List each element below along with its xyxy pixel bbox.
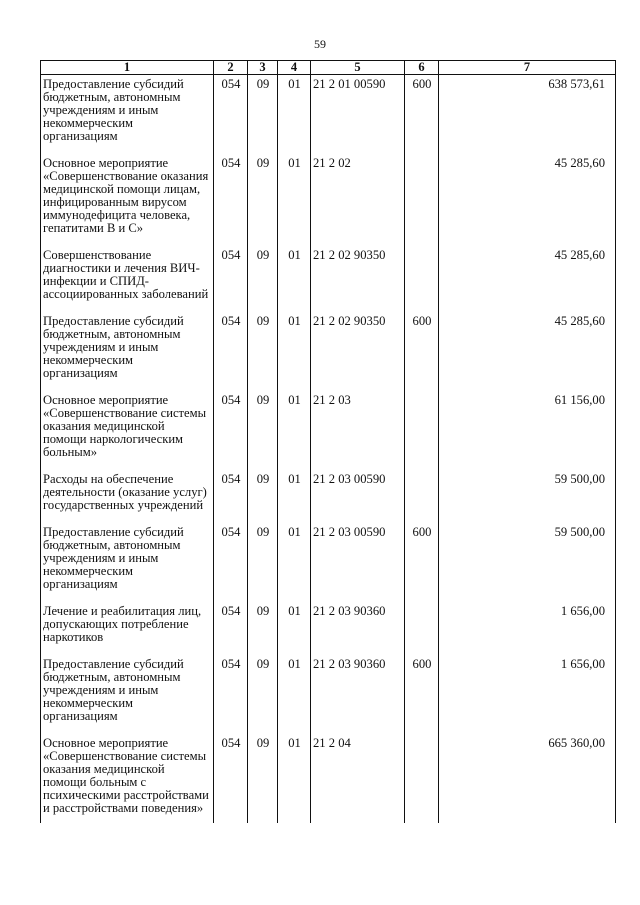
row-subsection-code: 01 [278,312,311,391]
row-section-code: 09 [248,602,278,655]
page-number: 59 [314,37,326,51]
row-name: Расходы на обеспечение деятельности (оказание услуг) государственных учреждений [41,470,214,523]
row-amount: 45 285,60 [439,312,616,391]
row-section-code: 09 [248,734,278,823]
row-subsection-code: 01 [278,602,311,655]
row-expense-type [405,154,439,246]
row-amount: 638 573,61 [439,75,616,155]
row-section-code: 09 [248,391,278,470]
row-subsection-code: 01 [278,154,311,246]
row-subsection-code: 01 [278,734,311,823]
row-ministry-code: 054 [214,246,248,312]
row-section-code: 09 [248,154,278,246]
table-row [41,523,616,602]
row-subsection-code: 01 [278,523,311,602]
row-subsection-code: 01 [278,655,311,734]
row-expense-type: 600 [405,312,439,391]
row-subsection-code: 01 [278,470,311,523]
row-ministry-code: 054 [214,391,248,470]
row-name: Основное мероприятие «Совершенствование системы оказания медицинской помощи больным с психическими расстройствами и расстройствами поведения» [41,734,214,823]
row-amount: 1 656,00 [439,655,616,734]
row-target-code: 21 2 02 90350 [311,246,405,312]
header-row [41,61,616,75]
row-section-code: 09 [248,470,278,523]
row-expense-type: 600 [405,655,439,734]
row-name: Предоставление субсидий бюджетным, автономным учреждениям и иным некоммерческим организациям [41,523,214,602]
row-amount: 61 156,00 [439,391,616,470]
row-name: Предоставление субсидий бюджетным, автономным учреждениям и иным некоммерческим организациям [41,75,214,155]
row-amount: 665 360,00 [439,734,616,823]
row-expense-type [405,734,439,823]
column-header-5: 5 [311,61,405,75]
row-expense-type: 600 [405,75,439,155]
row-target-code: 21 2 03 [311,391,405,470]
row-target-code: 21 2 03 90360 [311,655,405,734]
row-name: Предоставление субсидий бюджетным, автономным учреждениям и иным некоммерческим организациям [41,655,214,734]
row-expense-type [405,602,439,655]
row-section-code: 09 [248,246,278,312]
row-expense-type [405,246,439,312]
row-target-code: 21 2 03 90360 [311,602,405,655]
budget-table [40,60,616,823]
row-section-code: 09 [248,655,278,734]
row-ministry-code: 054 [214,734,248,823]
row-amount: 59 500,00 [439,523,616,602]
row-subsection-code: 01 [278,246,311,312]
row-subsection-code: 01 [278,391,311,470]
column-header-6: 6 [405,61,439,75]
row-expense-type: 600 [405,523,439,602]
table-row [41,470,616,523]
row-target-code: 21 2 01 00590 [311,75,405,155]
row-expense-type [405,470,439,523]
row-subsection-code: 01 [278,75,311,155]
row-amount: 45 285,60 [439,246,616,312]
row-ministry-code: 054 [214,523,248,602]
row-name: Совершенствование диагностики и лечения ВИЧ-инфекции и СПИД-ассоциированных заболеваний [41,246,214,312]
row-name: Предоставление субсидий бюджетным, автономным учреждениям и иным некоммерческим организациям [41,312,214,391]
row-ministry-code: 054 [214,602,248,655]
row-ministry-code: 054 [214,154,248,246]
row-ministry-code: 054 [214,655,248,734]
row-name: Основное мероприятие «Совершенствование оказания медицинской помощи лицам, инфицированным вирусом иммунодефицита человека, гепатитами В и С» [41,154,214,246]
row-target-code: 21 2 04 [311,734,405,823]
row-ministry-code: 054 [214,312,248,391]
row-section-code: 09 [248,523,278,602]
table-row [41,391,616,470]
row-amount: 59 500,00 [439,470,616,523]
table-row [41,246,616,312]
column-header-2: 2 [214,61,248,75]
row-amount: 1 656,00 [439,602,616,655]
row-ministry-code: 054 [214,470,248,523]
row-section-code: 09 [248,75,278,155]
column-header-7: 7 [439,61,616,75]
table-row [41,602,616,655]
row-section-code: 09 [248,312,278,391]
row-target-code: 21 2 02 90350 [311,312,405,391]
column-header-1: 1 [41,61,214,75]
table-row [41,734,616,823]
row-expense-type [405,391,439,470]
row-target-code: 21 2 02 [311,154,405,246]
table-row [41,75,616,155]
row-name: Основное мероприятие «Совершенствование системы оказания медицинской помощи наркологическим больным» [41,391,214,470]
row-name: Лечение и реабилитация лиц, допускающих потребление наркотиков [41,602,214,655]
row-ministry-code: 054 [214,75,248,155]
table-row [41,312,616,391]
row-target-code: 21 2 03 00590 [311,523,405,602]
row-amount: 45 285,60 [439,154,616,246]
column-header-4: 4 [278,61,311,75]
column-header-3: 3 [248,61,278,75]
row-target-code: 21 2 03 00590 [311,470,405,523]
table-row [41,154,616,246]
table-row [41,655,616,734]
